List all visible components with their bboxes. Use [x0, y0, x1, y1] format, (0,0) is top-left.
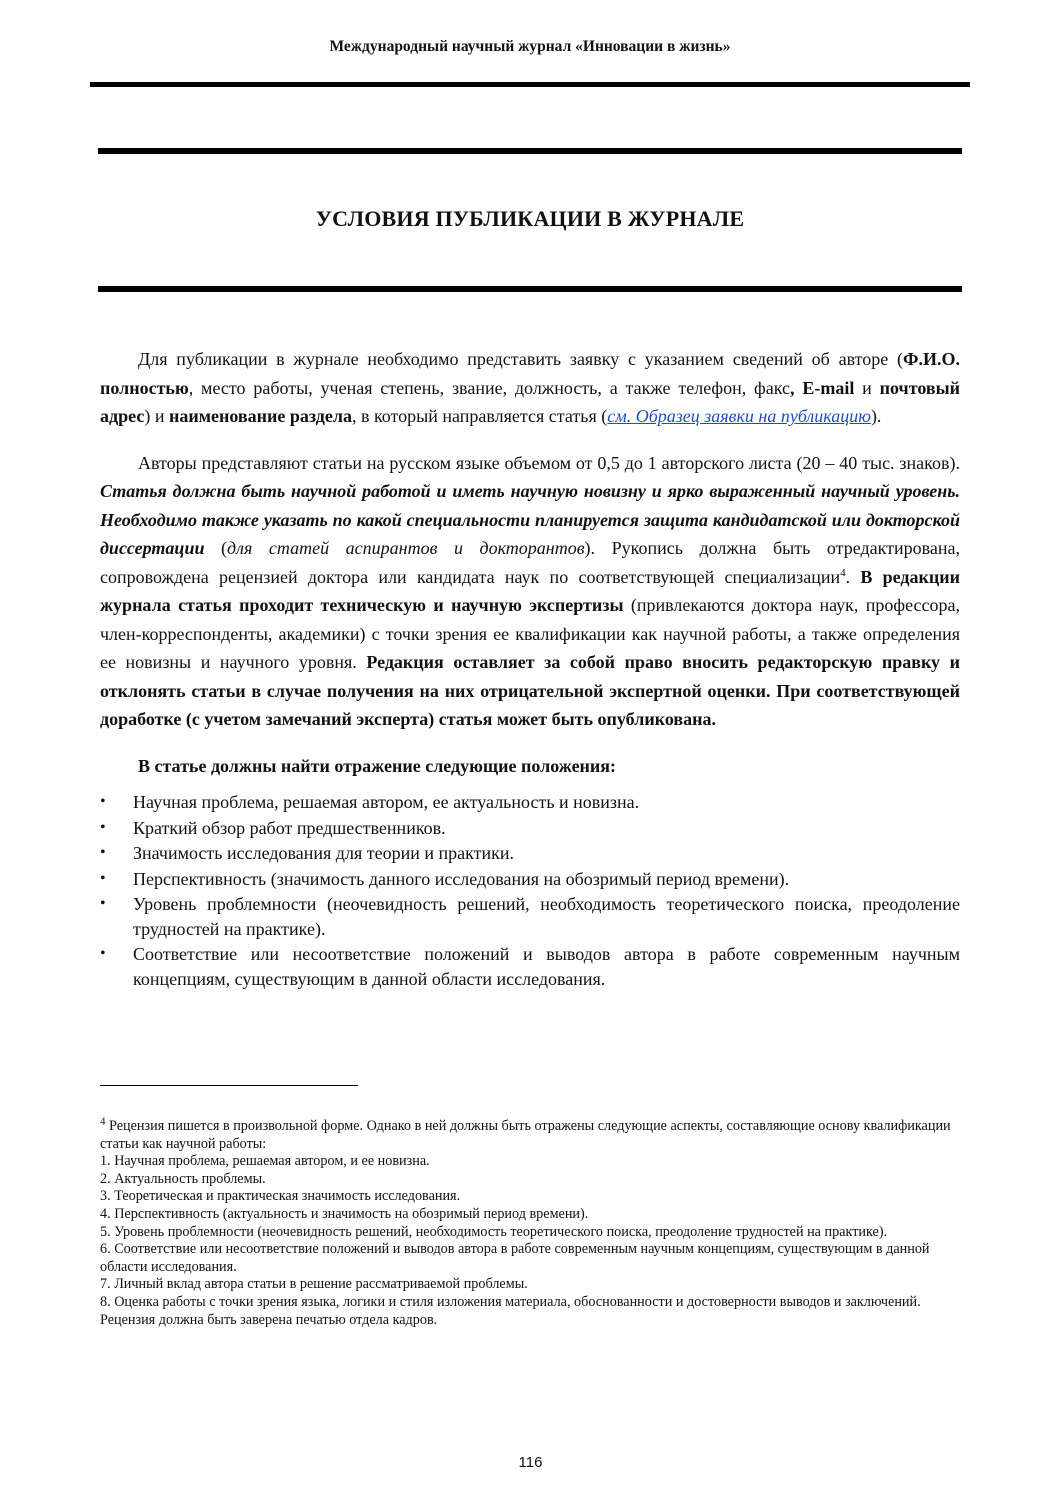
page-number: 116: [518, 1454, 543, 1471]
list-item: [100, 841, 960, 866]
paragraph-requirements: [100, 449, 960, 734]
text: ).: [870, 406, 882, 426]
footnote-item: 7. Личный вклад автора статьи в решение рассматриваемой проблемы.: [100, 1276, 528, 1293]
bold-editorial-rights: Редакция оставляет за собой право вносить редакторскую правку и отклонять статьи в случае получения на них отрицательной экспертной оценки. При соответствующей доработке (с учетом замечаний эксперта) статья может быть опубликована.: [100, 652, 961, 729]
footnote-item: 2. Актуальность проблемы.: [100, 1170, 266, 1187]
footnote-intro: [100, 1115, 962, 1153]
footnote-item: 3. Теоретическая и практическая значимость исследования.: [100, 1188, 461, 1205]
list-item-text: Значимость исследования для теории и практики.: [133, 843, 514, 863]
text: , в который направляется статья (: [351, 406, 608, 426]
text: ). Рукопись должна быть отредактирована, сопровождена рецензией доктора или кандидата наук по соответствующей специализации: [100, 538, 960, 587]
list-item: [100, 867, 960, 892]
footnote-reference[interactable]: 4: [840, 566, 846, 579]
footnote-number: 4: [100, 1115, 106, 1128]
list-item-text: Уровень проблемности (неочевидность решений, необходимость теоретического поиска, преодоление трудностей на практике).: [133, 894, 960, 939]
requirements-heading: В статье должны найти отражение следующие положения:: [138, 755, 617, 776]
page-title: УСЛОВИЯ ПУБЛИКАЦИИ В ЖУРНАЛЕ: [315, 206, 745, 231]
bullet-icon: •: [100, 818, 106, 836]
footnotes: [100, 1115, 962, 1329]
bold-expertise: В редакции журнала статья проходит техническую и научную экспертизы: [100, 566, 960, 615]
bold-email: , E-mail: [790, 377, 855, 398]
footnote-item: 6. Соответствие или несоответствие положений и выводов автора в работе современным научным концепциям, существующим в данной области исследования.: [100, 1241, 930, 1275]
journal-running-header: Международный научный журнал «Инновации в жизнь»: [329, 38, 731, 55]
list-item: [100, 942, 960, 991]
bold-postal-address: почтовый адрес: [100, 377, 961, 426]
footnote-item: 1. Научная проблема, решаемая автором, и ее новизна.: [100, 1153, 430, 1170]
footnote-separator: [100, 1085, 358, 1086]
bold-italic-emphasis: Статья должна быть научной работой и иметь научную новизну и ярко выраженный научный уровень. Необходимо также указать по какой специальности планируется защита кандидатской или докторской диссертации: [100, 481, 960, 558]
title-rule-top: [98, 148, 962, 154]
text: и: [854, 377, 880, 398]
list-item-text: Научная проблема, решаемая автором, ее актуальность и новизна.: [133, 792, 640, 812]
title-rule-bottom: [98, 286, 962, 292]
text: (: [204, 538, 228, 558]
application-sample-link[interactable]: см. Образец заявки на публикацию: [607, 406, 871, 426]
bold-section-name: наименование раздела: [168, 406, 352, 426]
text: (привлекаются доктора наук, профессора, член-корреспонденты, академики) с точки зрения ее квалификации как научной работы, а также определения ее новизны и научного уровня.: [100, 595, 960, 672]
bold-fio: Ф.И.О. полностью: [100, 349, 960, 398]
footnote-closing: Рецензия должна быть заверена печатью отдела кадров.: [100, 1311, 438, 1328]
footnote-item: 8. Оценка работы с точки зрения языка, логики и стиля изложения материала, обоснованности и достоверности выводов и заключений.: [100, 1293, 921, 1310]
text: ) и: [144, 406, 169, 426]
list-item: [100, 790, 960, 815]
requirements-list: [100, 790, 960, 991]
footnote-item: 4. Перспективность (актуальность и значимость на обозримый период времени).: [100, 1205, 589, 1222]
text: Для публикации в журнале необходимо представить заявку с указанием сведений об авторе (: [138, 349, 904, 369]
italic-note: для статей аспирантов и докторантов: [227, 538, 585, 558]
bullet-icon: •: [100, 844, 106, 861]
bullet-icon: •: [100, 895, 106, 912]
article-body: [100, 345, 960, 992]
header-rule: [90, 82, 970, 87]
list-item-text: Краткий обзор работ предшественников.: [133, 817, 446, 838]
bullet-icon: •: [100, 793, 106, 810]
list-item-text: Соответствие или несоответствие положений и выводов автора в работе современным научным концепциям, существующим в данной области исследования.: [133, 944, 960, 989]
bullet-icon: •: [100, 869, 106, 887]
list-item: [100, 816, 960, 841]
footnote-item: 5. Уровень проблемности (неочевидность решений, необходимость теоретического поиска, преодоление трудностей на практике).: [100, 1223, 888, 1240]
text: Авторы представляют статьи на русском языке объемом от 0,5 до 1 авторского листа (20 – 40 тыс. знаков).: [138, 452, 960, 473]
text: , место работы, ученая степень, звание, должность, а также телефон, факс: [188, 377, 790, 398]
text: .: [845, 566, 861, 587]
list-item-text: Перспективность (значимость данного исследования на обозримый период времени).: [133, 868, 790, 889]
footnote-intro-text: Рецензия пишется в произвольной форме. Однако в ней должны быть отражены следующие аспекты, составляющие основу квалификации статьи как научной работы:: [100, 1118, 951, 1152]
bullet-icon: •: [100, 945, 106, 962]
list-item: [100, 892, 960, 941]
paragraph-application: [100, 345, 960, 431]
